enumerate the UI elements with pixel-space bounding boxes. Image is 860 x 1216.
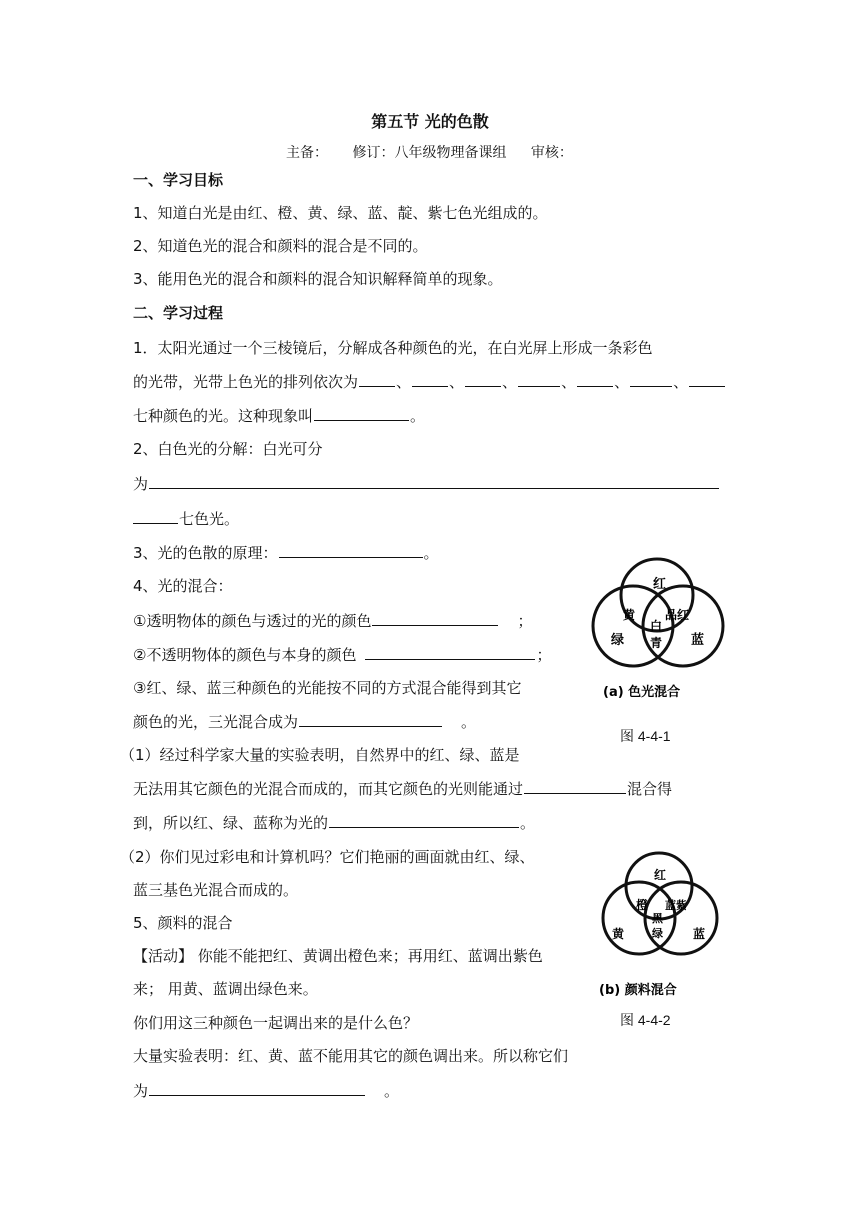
q1-line-b: 的光带，光带上色光的排列依次为 、 、 、 、 、 、: [133, 371, 726, 392]
q1-c-text: 七种颜色的光。这种现象叫: [133, 407, 314, 425]
label-green: 绿: [652, 927, 663, 940]
q4-3-text: 颜色的光，三光混合成为: [133, 713, 299, 731]
question-line: 你们用这三种颜色一起调出来的是什么色？: [133, 1014, 419, 1032]
primary-pigment-blank[interactable]: [149, 1080, 365, 1096]
color-blank-2[interactable]: [412, 371, 448, 387]
figure-caption-2: 图 4-4-2: [620, 1012, 671, 1028]
para-1-line-a: （1）经过科学家大量的实验表明，自然界中的红、绿、蓝是: [120, 746, 520, 764]
q4-2-text: ②不透明物体的颜色与本身的颜色: [133, 646, 357, 664]
label-green: 绿: [611, 633, 625, 648]
q2-c-text: 七色光。: [179, 510, 240, 528]
light-mixing-venn-diagram: [585, 548, 735, 702]
reviser-label: 修订：八年级物理备课组: [352, 145, 507, 161]
decomposition-blank-1[interactable]: [149, 473, 719, 489]
para-1-c-end: 。: [520, 814, 536, 832]
q3-line: [133, 542, 439, 563]
q1-line-c: [133, 405, 425, 426]
section-heading-goals: 一、学习目标: [133, 171, 224, 189]
q2-line-a: 2、白色光的分解：白光可分: [133, 440, 323, 458]
para-1-line-c: [133, 812, 535, 833]
label-white: 白: [650, 619, 663, 633]
conclusion-line-a: 大量实验表明：红、黄、蓝不能用其它的颜色调出来。所以称它们: [133, 1047, 569, 1065]
q4-1-text: ①透明物体的颜色与透过的光的颜色: [133, 612, 372, 630]
q4-1-line: [133, 610, 532, 631]
subcaption-b: (b) 颜料混合: [599, 983, 677, 998]
q1-text: 的光带，光带上色光的排列依次为: [133, 373, 359, 391]
q4-line: 4、光的混合：: [133, 577, 233, 595]
goal-item-2: 2、知道色光的混合和颜料的混合是不同的。: [133, 237, 428, 255]
para-1-b-end: 混合得: [627, 780, 673, 798]
q3-end: 。: [423, 544, 439, 562]
opaque-color-blank[interactable]: [365, 644, 535, 660]
color-blank-6[interactable]: [630, 371, 672, 387]
pigment-mixing-venn-diagram: [595, 848, 725, 1000]
color-blank-1[interactable]: [359, 371, 395, 387]
q2-line-b: [133, 473, 720, 494]
activity-line-b: 来； 用黄、蓝调出绿色来。: [133, 980, 318, 998]
transparent-color-blank[interactable]: [372, 610, 498, 626]
goal-item-3: 3、能用色光的混合和颜料的混合知识解释简单的现象。: [133, 270, 503, 288]
color-blank-4[interactable]: [518, 371, 560, 387]
activity-line-a: 【活动】 你能不能把红、黄调出橙色来；再用红、蓝调出紫色: [133, 947, 543, 965]
decomposition-blank-2[interactable]: [133, 508, 178, 524]
reviewer-label: 审核：: [530, 145, 573, 161]
para-1-line-b: [133, 778, 672, 799]
q1-c-end: 。: [410, 407, 426, 425]
q1-line-a: 1．太阳光通过一个三棱镜后，分解成各种颜色的光，在白光屏上形成一条彩色: [133, 339, 653, 357]
color-blank-3[interactable]: [465, 371, 501, 387]
primary-light-blank[interactable]: [329, 812, 519, 828]
q4-2-end: ；: [536, 646, 552, 664]
q5-line: 5、颜料的混合: [133, 914, 233, 932]
goal-item-1: 1、知道白光是由红、橙、黄、绿、蓝、靛、紫七色光组成的。: [133, 204, 548, 222]
three-light-mix-blank[interactable]: [299, 711, 442, 727]
phenomenon-blank[interactable]: [314, 405, 409, 421]
para-1-c-text: 到，所以红、绿、蓝称为光的: [133, 814, 329, 832]
conclusion-line-b: [133, 1080, 399, 1101]
q2-line-c: [133, 508, 239, 529]
dispersion-principle-blank[interactable]: [279, 542, 423, 558]
conclusion-b-end: 。: [384, 1082, 400, 1100]
section-heading-process: 二、学习过程: [133, 304, 224, 322]
q2-b-text: 为: [133, 475, 149, 493]
mixing-method-blank[interactable]: [524, 778, 626, 794]
q4-3-line-a: ③红、绿、蓝三种颜色的光能按不同的方式混合能得到其它: [133, 679, 522, 697]
color-blank-5[interactable]: [577, 371, 613, 387]
q4-3-line-b: [133, 711, 476, 732]
label-yellow: 黄: [612, 927, 625, 941]
label-black: 黑: [652, 912, 663, 925]
label-red: 红: [654, 868, 667, 882]
figure-caption-1: 图 4-4-1: [620, 728, 671, 744]
label-magenta: 品红: [665, 608, 690, 622]
q3-text: 3、光的色散的原理：: [133, 544, 278, 562]
page-title: 第五节 光的色散: [371, 112, 489, 131]
subcaption-a: (a) 色光混合: [603, 685, 681, 700]
q4-1-end: ；: [517, 612, 533, 630]
para-2-line-b: 蓝三基色光混合而成的。: [133, 881, 299, 899]
label-cyan: 青: [650, 636, 663, 650]
q4-3-end: 。: [461, 713, 477, 731]
label-red: 红: [653, 577, 667, 592]
label-blue: 蓝: [693, 927, 706, 941]
conclusion-b-text: 为: [133, 1082, 149, 1100]
para-1-b-text: 无法用其它颜色的光混合而成的，而其它颜色的光则能通过: [133, 780, 524, 798]
label-yellow: 黄: [623, 608, 636, 622]
color-blank-7[interactable]: [689, 371, 725, 387]
authors-line: [286, 143, 573, 163]
label-orange: 橙: [636, 898, 649, 912]
q4-2-line: [133, 644, 551, 665]
label-blue: 蓝: [691, 633, 705, 648]
para-2-line-a: （2）你们见过彩电和计算机吗？它们艳丽的画面就由红、绿、: [120, 848, 535, 866]
label-purple: 蓝紫: [665, 899, 687, 912]
lead-author-label: 主备：: [286, 145, 328, 161]
